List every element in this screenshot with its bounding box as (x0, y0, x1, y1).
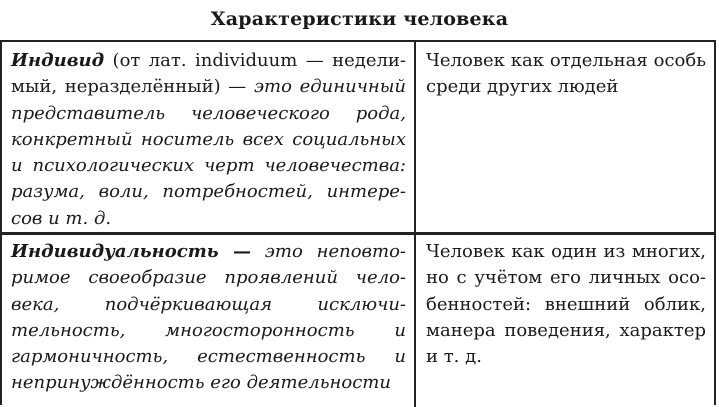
description-line: среди других людей (426, 76, 619, 98)
description-cell-individuality (416, 235, 714, 407)
description-line: манера поведения, характер (426, 319, 706, 341)
definition-line: Индивид (от лат. individuum — недели- (11, 50, 406, 71)
definition-line: века, подчёркивающая исключи- (11, 293, 406, 315)
description-cell-individual (416, 42, 714, 232)
definition-cell-individuality (2, 235, 416, 407)
definition-line: Индивидуальность — это неповто- (11, 241, 406, 262)
term-individual: Индивид (11, 50, 105, 71)
definition-line: мый, неразделённый) — это единичный (11, 76, 406, 98)
table-row-individual (2, 42, 714, 235)
table-title: Характеристики человека (210, 8, 509, 30)
description-line: но с учётом его личных осо- (426, 267, 706, 289)
definition-line: тельность, многосторонность и (11, 319, 406, 341)
description-line: и т. д. (426, 346, 482, 368)
description-line: бенностей: внешний облик, (426, 293, 706, 315)
description-line: Человек как один из многих, (426, 241, 706, 262)
definition-line: и психологических черт человечества: (11, 155, 406, 177)
definition-line: непринуждённость его деятельности (11, 372, 391, 394)
definition-line: сов и т. д. (11, 207, 112, 229)
description-line: Человек как отдельная особь (426, 50, 706, 71)
table-row-individuality (2, 235, 714, 407)
definition-line: римое своеобразие проявлений чело- (11, 267, 406, 289)
characteristics-table (0, 40, 716, 405)
definition-line: гармоничность, естественность и (11, 346, 406, 368)
definition-line: конкретный носитель всех социальных (11, 128, 406, 150)
definition-cell-individual (2, 42, 416, 232)
term-individuality: Индивидуальность — (11, 241, 251, 262)
definition-line: представитель человеческого рода, (11, 102, 406, 124)
definition-line: разума, воли, потребностей, интере- (11, 181, 406, 203)
